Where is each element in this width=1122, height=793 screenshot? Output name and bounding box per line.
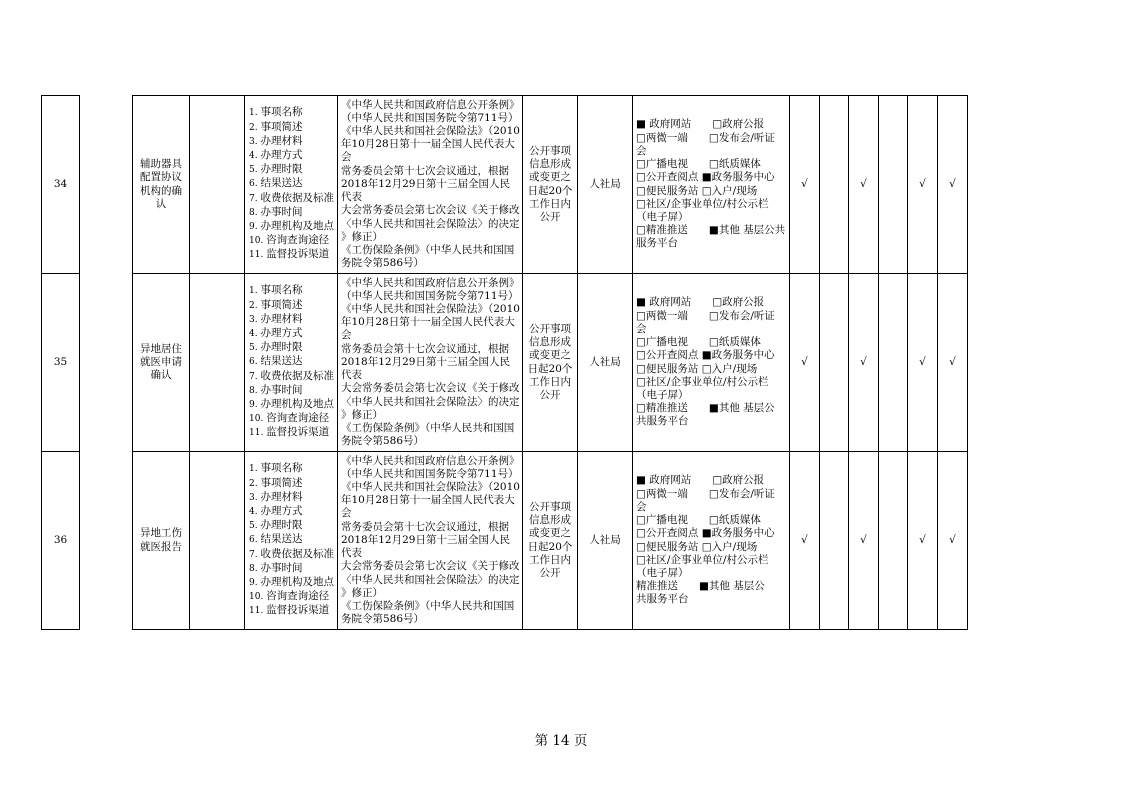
disclosure-time-cell: 公开事项信息形成或变更之日起20个工作日内公开: [523, 452, 578, 630]
item-name-cell: 异地居住就医申请确认: [133, 274, 190, 452]
basis-line: 2018年12月29日第十三届全国人民代表: [341, 533, 510, 560]
basis-line: 年10月28日第十一届全国人民代表大会: [341, 138, 515, 164]
empty-cell: [190, 274, 245, 452]
channel-line: □社区/企事业单位/村公示栏: [636, 375, 769, 388]
channel-line: □两微一端 □发布会/听证: [636, 487, 775, 500]
check-cell: [879, 96, 908, 274]
channel-line: □广播电视 □纸质媒体: [636, 514, 761, 527]
basis-line: （中华人民共和国国务院令第711号）: [341, 467, 519, 480]
list-item: 11. 监督投诉渠道: [249, 604, 330, 617]
list-item: 5. 办理时限: [249, 519, 303, 532]
basis-line: 《工伤保险条例》（中华人民共和国国: [341, 243, 515, 256]
list-item: 1. 事项名称: [249, 106, 303, 119]
channel-line: 共服务平台: [636, 593, 689, 606]
list-item: 7. 收费依据及标准: [249, 369, 334, 382]
check-cell: √: [908, 452, 938, 630]
legal-basis-cell: [338, 274, 523, 452]
check-cell: [820, 96, 849, 274]
list-item: 11. 监督投诉渠道: [249, 426, 330, 439]
check-cell: √: [908, 96, 938, 274]
list-item: 10. 咨询查询途径: [249, 234, 330, 247]
list-item: 4. 办理方式: [249, 326, 303, 339]
basis-line: 《工伤保险条例》（中华人民共和国国: [341, 421, 515, 434]
list-item: 6. 结果送达: [249, 533, 303, 546]
list-item: 10. 咨询查询途径: [249, 590, 330, 603]
basis-line: 2018年12月29日第十三届全国人民代表: [341, 355, 510, 382]
check-cell: √: [790, 452, 820, 630]
list-item: 2. 事项简述: [249, 120, 303, 133]
channel-line: □精准推送 ■其他 基层公: [636, 402, 775, 415]
channel-line: ■ 政府网站 □政府公报: [636, 474, 765, 487]
list-item: 9. 办理机构及地点: [249, 576, 334, 588]
basis-line: 《中华人民共和国社会保险法》（2010: [341, 303, 520, 316]
list-item: 9. 办理机构及地点: [249, 220, 334, 232]
department-cell: 人社局: [578, 452, 633, 630]
basis-line: 《中华人民共和国社会保险法》（2010: [341, 125, 520, 138]
channel-line: □广播电视 □纸质媒体: [636, 158, 761, 171]
disclosure-time-cell: 公开事项信息形成或变更之日起20个工作日内公开: [523, 274, 578, 452]
basis-line: 〈中华人民共和国社会保险法〉的决定: [341, 573, 520, 586]
channel-line: ■ 政府网站 □政府公报: [636, 296, 765, 309]
list-item: 2. 事项简述: [249, 298, 303, 311]
basis-line: 年10月28日第十一届全国人民代表大会: [341, 316, 515, 342]
list-item: 1. 事项名称: [249, 462, 303, 475]
basis-line: 2018年12月29日第十三届全国人民代表: [341, 177, 510, 204]
empty-cell: [190, 452, 245, 630]
department-cell: 人社局: [578, 96, 633, 274]
row-number-cell: 34: [42, 96, 80, 274]
channel-line: （电子屏）: [636, 388, 689, 401]
list-item: 7. 收费依据及标准: [249, 191, 334, 204]
channels-cell: [633, 96, 790, 274]
legal-basis-cell: [338, 96, 523, 274]
channel-line: □便民服务站 □入户/现场: [636, 184, 758, 197]
basis-line: （中华人民共和国国务院令第711号）: [341, 289, 519, 302]
channel-line: 会: [636, 144, 647, 157]
basis-line: 常务委员会第十七次会议通过，根据: [341, 342, 509, 355]
list-item: 3. 办理材料: [249, 490, 303, 503]
channel-line: 共服务平台: [636, 415, 689, 428]
check-cell: [879, 452, 908, 630]
basis-line: 年10月28日第十一届全国人民代表大会: [341, 494, 515, 520]
channel-line: （电子屏）: [636, 566, 689, 579]
content-list-cell: [245, 274, 338, 452]
check-cell: [879, 274, 908, 452]
channel-line: □社区/企事业单位/村公示栏: [636, 197, 769, 210]
check-cell: [820, 274, 849, 452]
list-item: 8. 办事时间: [249, 205, 303, 218]
list-item: 3. 办理材料: [249, 134, 303, 147]
channel-line: □公开查阅点 ■政务服务中心: [636, 349, 775, 362]
basis-line: 务院令第586号）: [341, 257, 425, 270]
list-item: 1. 事项名称: [249, 284, 303, 297]
disclosure-table: [41, 95, 968, 630]
list-item: 7. 收费依据及标准: [249, 547, 334, 560]
basis-line: （中华人民共和国国务院令第711号）: [341, 111, 519, 124]
basis-line: 《中华人民共和国社会保险法》（2010: [341, 481, 520, 494]
basis-line: 务院令第586号）: [341, 435, 425, 448]
empty-cell: [190, 96, 245, 274]
list-item: 9. 办理机构及地点: [249, 398, 334, 410]
disclosure-time-cell: 公开事项信息形成或变更之日起20个工作日内公开: [523, 96, 578, 274]
content-list-cell: [245, 96, 338, 274]
content-list-cell: [245, 452, 338, 630]
basis-line: 》修正）: [341, 230, 383, 243]
basis-line: 常务委员会第十七次会议通过，根据: [341, 520, 509, 533]
table-row: [42, 274, 968, 452]
basis-line: 》修正）: [341, 408, 383, 421]
basis-line: 《中华人民共和国政府信息公开条例》: [341, 276, 520, 289]
basis-line: 〈中华人民共和国社会保险法〉的决定: [341, 395, 520, 408]
basis-line: 大会常务委员会第七次会议《关于修改: [341, 204, 520, 217]
list-item: 8. 办事时间: [249, 383, 303, 396]
check-cell: √: [938, 96, 968, 274]
basis-line: 大会常务委员会第七次会议《关于修改: [341, 560, 520, 573]
check-cell: √: [849, 96, 879, 274]
basis-line: 《工伤保险条例》（中华人民共和国国: [341, 599, 515, 612]
list-item: 2. 事项简述: [249, 476, 303, 489]
channels-cell: [633, 452, 790, 630]
row-number-cell: 36: [42, 452, 80, 630]
check-cell: √: [908, 274, 938, 452]
channel-line: （电子屏）: [636, 210, 689, 223]
channel-line: 精准推送 ■其他 基层公: [636, 580, 765, 593]
list-item: 5. 办理时限: [249, 163, 303, 176]
channel-line: □社区/企事业单位/村公示栏: [636, 553, 769, 566]
channel-line: □便民服务站 □入户/现场: [636, 362, 758, 375]
basis-line: 大会常务委员会第七次会议《关于修改: [341, 382, 520, 395]
table-row: [42, 452, 968, 630]
channel-line: □精准推送 ■其他 基层公共: [636, 224, 786, 237]
legal-basis-cell: [338, 452, 523, 630]
check-cell: √: [790, 96, 820, 274]
basis-line: 《中华人民共和国政府信息公开条例》: [341, 98, 520, 111]
basis-line: 》修正）: [341, 586, 383, 599]
check-cell: √: [938, 274, 968, 452]
basis-line: 常务委员会第十七次会议通过，根据: [341, 164, 509, 177]
check-cell: [820, 452, 849, 630]
list-item: 6. 结果送达: [249, 177, 303, 190]
channel-line: □公开查阅点 ■政务服务中心: [636, 171, 775, 184]
item-name-cell: 异地工伤就医报告: [133, 452, 190, 630]
channel-line: □公开查阅点 ■政务服务中心: [636, 527, 775, 540]
table-row: [42, 96, 968, 274]
check-cell: √: [938, 452, 968, 630]
list-item: 4. 办理方式: [249, 504, 303, 517]
basis-line: 〈中华人民共和国社会保险法〉的决定: [341, 217, 520, 230]
item-name-cell: 辅助器具配置协议机构的确认: [133, 96, 190, 274]
spacer-cell: [80, 274, 133, 452]
channel-line: □广播电视 □纸质媒体: [636, 336, 761, 349]
check-cell: √: [849, 274, 879, 452]
channel-line: □两微一端 □发布会/听证: [636, 309, 775, 322]
spacer-cell: [80, 452, 133, 630]
channel-line: 服务平台: [636, 237, 678, 250]
channel-line: □便民服务站 □入户/现场: [636, 540, 758, 553]
basis-line: 《中华人民共和国政府信息公开条例》: [341, 454, 520, 467]
channel-line: ■ 政府网站 □政府公报: [636, 118, 765, 131]
channels-cell: [633, 274, 790, 452]
channel-line: □两微一端 □发布会/听证: [636, 131, 775, 144]
list-item: 8. 办事时间: [249, 561, 303, 574]
list-item: 10. 咨询查询途径: [249, 412, 330, 425]
check-cell: √: [790, 274, 820, 452]
row-number-cell: 35: [42, 274, 80, 452]
department-cell: 人社局: [578, 274, 633, 452]
list-item: 5. 办理时限: [249, 341, 303, 354]
channel-line: 会: [636, 500, 647, 513]
list-item: 3. 办理材料: [249, 312, 303, 325]
page-number: 第 14 页: [534, 733, 588, 749]
list-item: 4. 办理方式: [249, 148, 303, 161]
spacer-cell: [80, 96, 133, 274]
check-cell: √: [849, 452, 879, 630]
list-item: 11. 监督投诉渠道: [249, 248, 330, 261]
channel-line: 会: [636, 322, 647, 335]
list-item: 6. 结果送达: [249, 355, 303, 368]
basis-line: 务院令第586号）: [341, 613, 425, 626]
